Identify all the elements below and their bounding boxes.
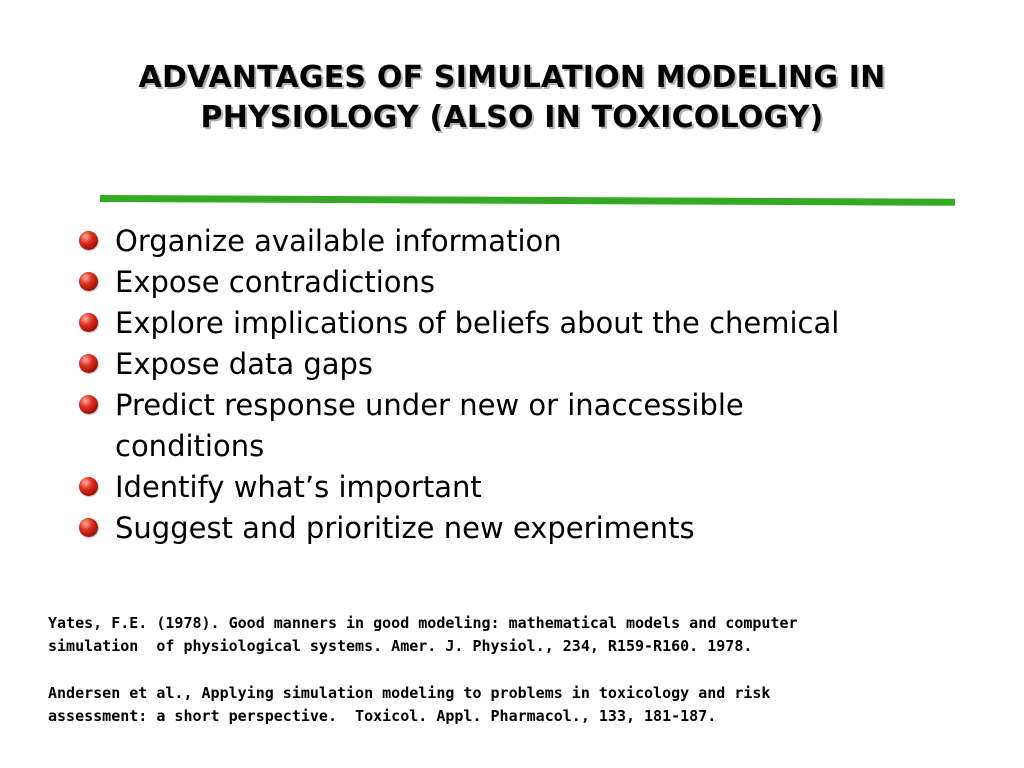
reference-andersen <box>48 682 988 728</box>
bullet-text: Explore implications of beliefs about the chemical <box>115 306 840 340</box>
red-sphere-bullet-icon <box>79 518 98 537</box>
bullet-text: Expose data gaps <box>115 347 374 381</box>
red-sphere-bullet-icon <box>79 477 98 496</box>
bullet-item-data-gaps <box>78 344 978 385</box>
bullet-text: Predict response under new or inaccessible <box>115 388 744 422</box>
red-sphere-bullet-icon <box>79 313 98 332</box>
red-sphere-bullet-icon <box>79 395 98 414</box>
red-sphere-bullet-icon <box>79 272 98 291</box>
slide-title-line-2: PHYSIOLOGY (ALSO IN TOXICOLOGY) <box>200 100 824 135</box>
reference-line: Yates, F.E. (1978). Good manners in good modeling: mathematical models and computer <box>48 614 798 632</box>
bullet-text: Expose contradictions <box>115 265 436 299</box>
bullet-item-predict-response <box>78 385 978 467</box>
bullet-item-contradictions <box>78 262 978 303</box>
slide-title-line-1: ADVANTAGES OF SIMULATION MODELING IN <box>138 60 886 95</box>
reference-line: Andersen et al., Applying simulation modeling to problems in toxicology and risk <box>48 684 771 702</box>
red-sphere-bullet-icon <box>79 231 98 250</box>
red-sphere-bullet-icon <box>79 354 98 373</box>
references <box>48 612 988 752</box>
reference-line: assessment: a short perspective. Toxicol. Appl. Pharmacol., 133, 181-187. <box>48 707 717 725</box>
bullet-item-organize <box>78 221 978 262</box>
bullet-item-identify-important <box>78 467 978 508</box>
reference-line: simulation of physiological systems. Amer. J. Physiol., 234, R159-R160. 1978. <box>48 637 753 655</box>
bullet-item-implications <box>78 303 978 344</box>
bullet-text: Suggest and prioritize new experiments <box>115 511 695 545</box>
slide-title <box>60 58 964 138</box>
bullet-text: Identify what’s important <box>115 470 482 504</box>
bullet-item-suggest-experiments <box>78 508 978 549</box>
bullet-list <box>78 221 978 549</box>
title-divider-rule <box>100 195 955 206</box>
reference-yates <box>48 612 988 658</box>
bullet-text-continuation: conditions <box>115 429 265 463</box>
bullet-text: Organize available information <box>115 224 562 258</box>
